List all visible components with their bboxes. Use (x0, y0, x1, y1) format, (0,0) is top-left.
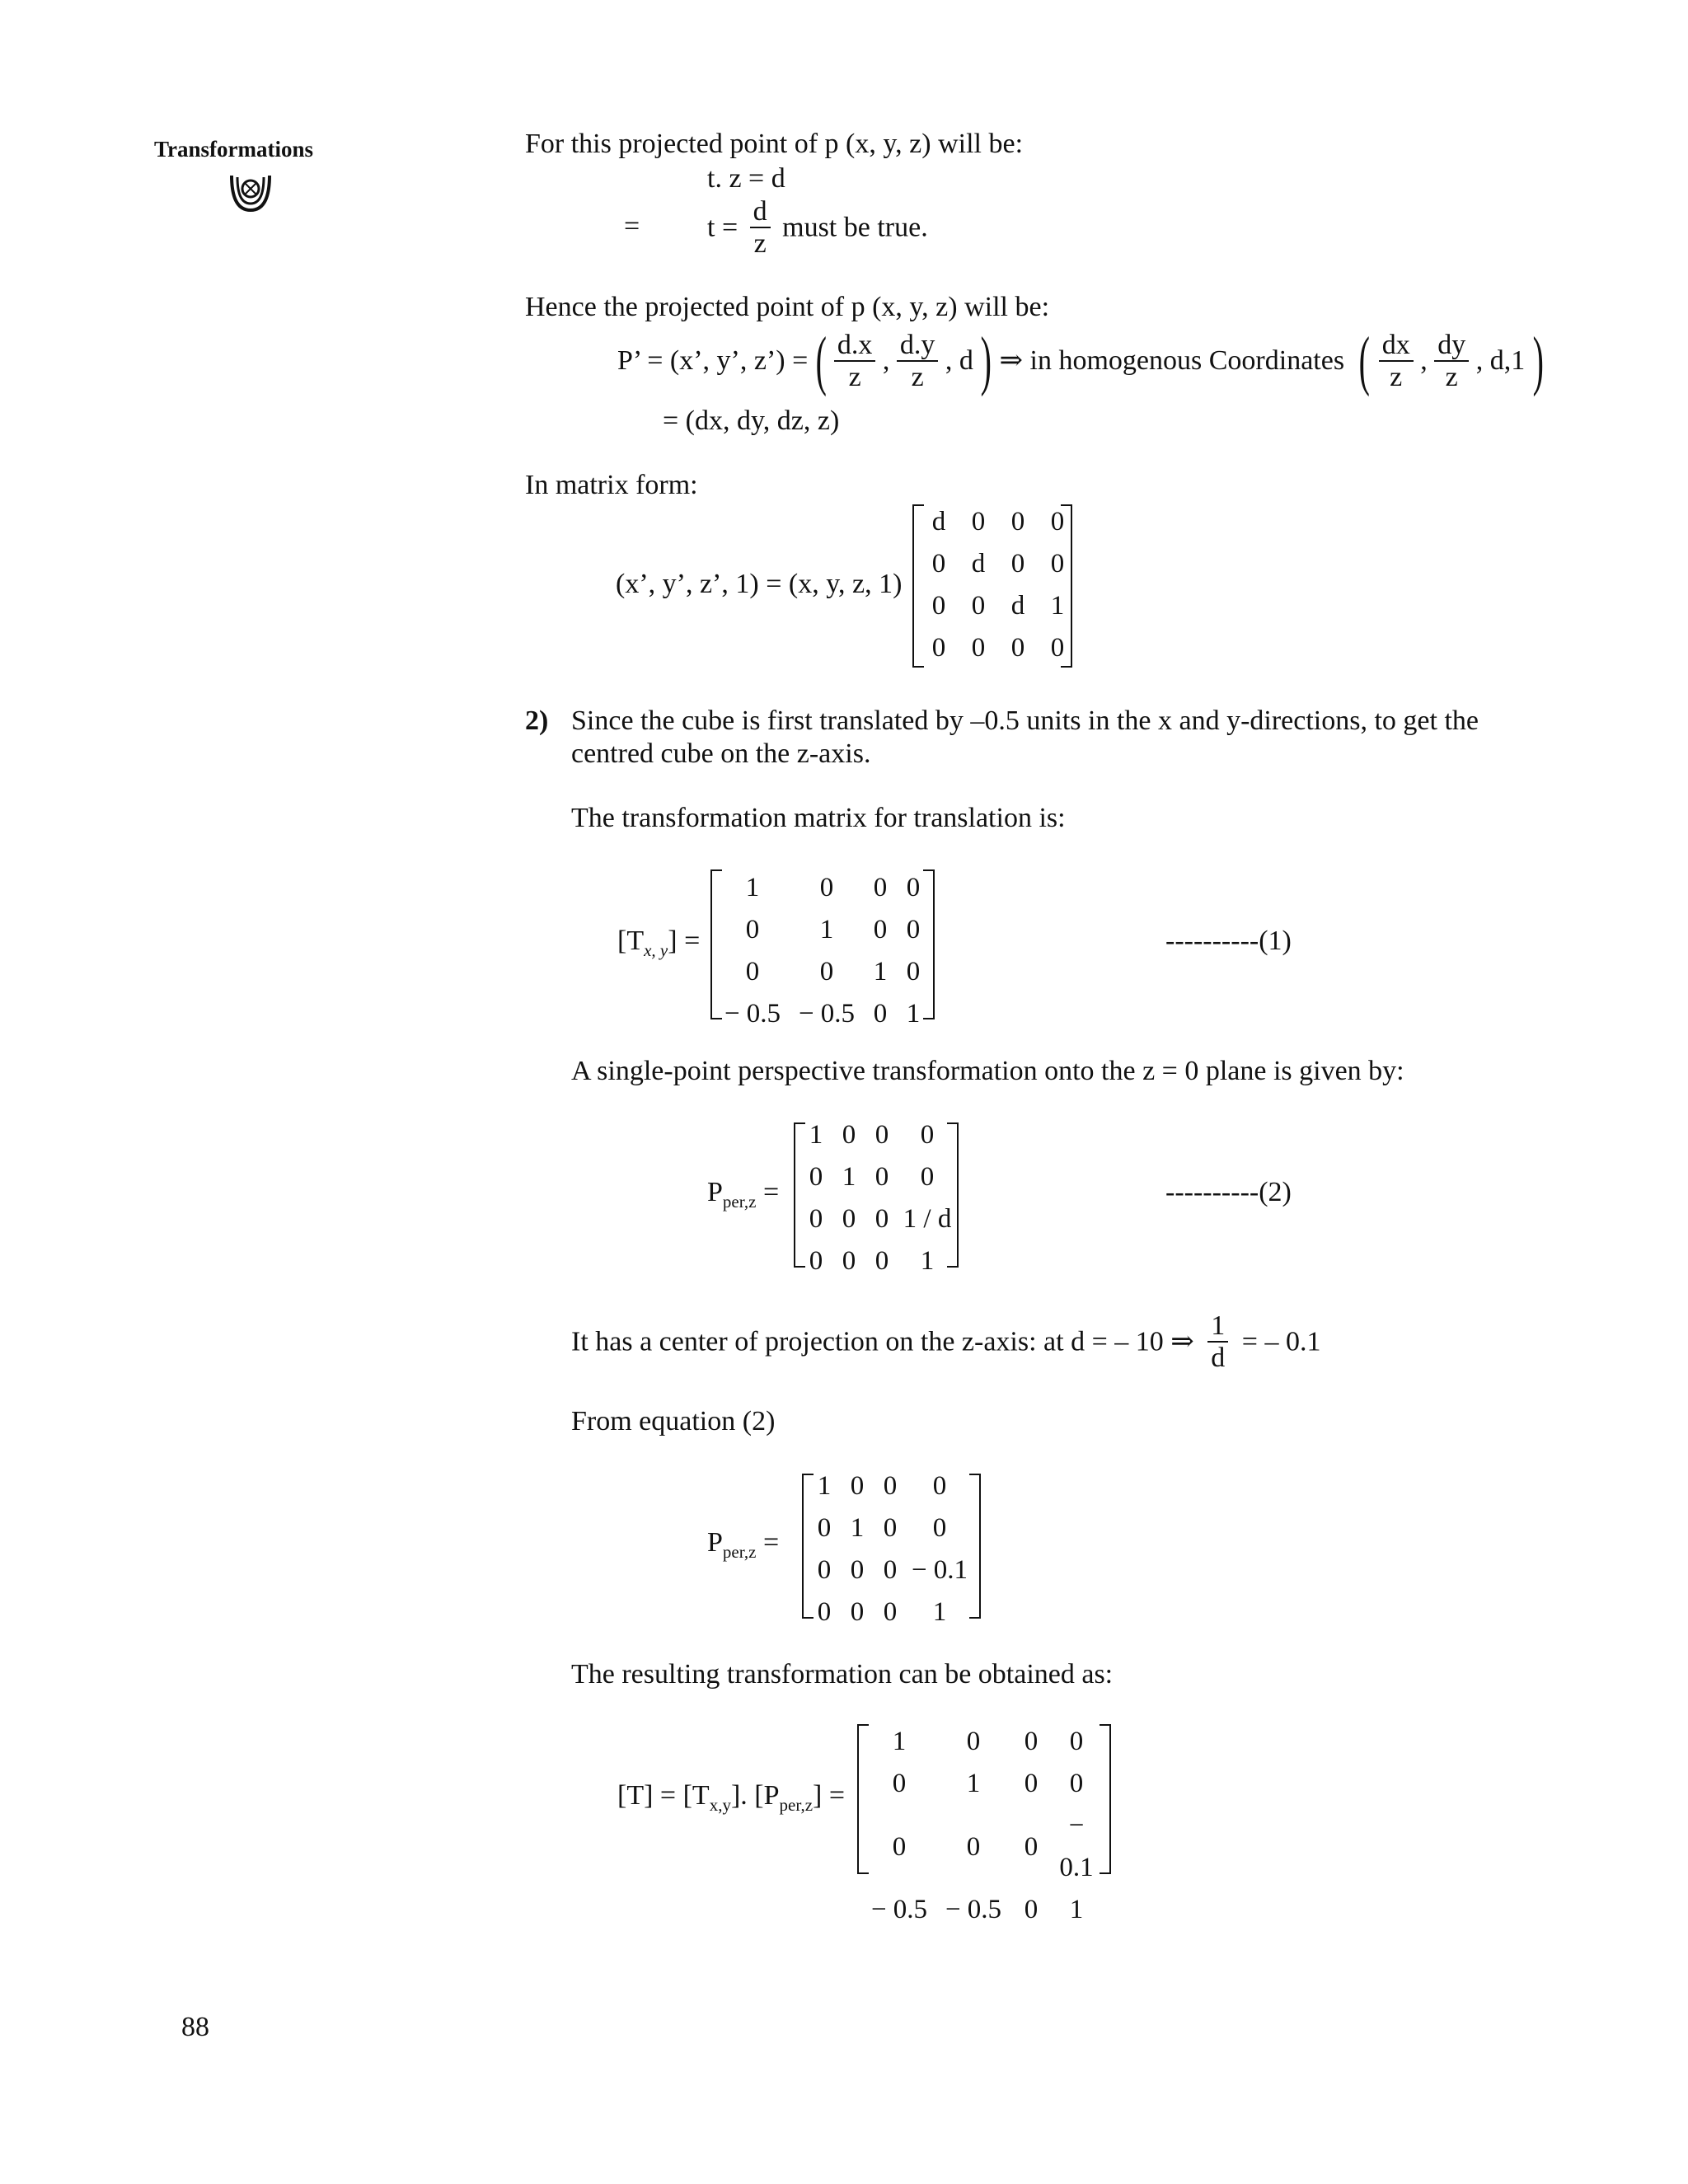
matrix-cell: 0 (1024, 1831, 1039, 1862)
matrix-cell: 0 (1050, 549, 1065, 579)
result-label: $[T] = [T_{x,y}]$. $[P_{per,z}]$ = (617, 1780, 846, 1815)
matrix-cell: 0 (817, 1555, 832, 1585)
result-matrix (862, 1721, 1101, 1931)
projected-point-equation: P’ = (x’, y’, z’) = ( $\frac{d.x}{z}$ , $\frac{d.y}{z}$ , d ) ⇒ in homogenous Coordinates ( $\frac{dx}{z}$ , $\frac{dy}{z}$ , d,1 ) (617, 325, 1544, 397)
matrix-cell: 0 (1069, 1769, 1084, 1798)
matrix-cell: 0 (850, 1597, 865, 1627)
matrix-cell: 1 (1069, 1895, 1084, 1924)
matrix-cell: 1 (1050, 591, 1065, 621)
matrix-cell: 0 (920, 1162, 935, 1192)
matrix-cell: 0 (966, 1831, 981, 1862)
matrix-cell: 0 (883, 1513, 898, 1543)
matrix-row (715, 909, 930, 951)
matrix-cell: 0 (932, 1471, 947, 1501)
matrix-row (799, 1156, 956, 1198)
matrix-cell: 1 / d (903, 1204, 952, 1234)
matrix-row (862, 1805, 1101, 1889)
matrix-cell: − 0.5 (870, 1895, 928, 1924)
matrix-cell: 0 (873, 999, 888, 1029)
matrix-cell: − 0.1 (911, 1555, 968, 1585)
matrix-cell: d (971, 549, 986, 579)
translation-matrix (715, 867, 930, 1035)
homogeneous-result: = (dx, dy, dz, z) (663, 405, 840, 436)
matrix-row (919, 585, 1077, 627)
item-line-1: Since the cube is first translated by –0.5 units in the x and y-directions, to get the (571, 705, 1479, 736)
matrix-cell: 0 (883, 1555, 898, 1585)
matrix-cell: 0 (1010, 507, 1025, 537)
matrix-cell: 1 (932, 1597, 947, 1627)
matrix-cell: 0 (809, 1162, 823, 1192)
equation-t-fraction: t = $\frac{d}{z}$ must be true. (707, 196, 928, 260)
matrix-cell: d (1010, 591, 1025, 621)
matrix-cell: 0 (850, 1471, 865, 1501)
matrix-cell: 1 (842, 1162, 856, 1192)
matrix-cell: 0 (809, 1204, 823, 1234)
matrix-cell: 1 (892, 1727, 907, 1756)
matrix-row (808, 1591, 973, 1633)
matrix-cell: − 0.5 (724, 999, 781, 1029)
matrix-cell: 0 (874, 1204, 889, 1234)
matrix-cell: 0 (850, 1555, 865, 1585)
result-intro: The resulting transformation can be obtained as: (571, 1659, 1114, 1690)
matrix-cell: 0 (809, 1246, 823, 1276)
matrix-cell: 0 (842, 1204, 856, 1234)
matrix-cell: 0 (1069, 1727, 1084, 1756)
matrix-row (808, 1549, 973, 1591)
matrix-cell: 0 (873, 915, 888, 944)
matrix-cell: 1 (873, 957, 888, 987)
matrix-cell: 1 (745, 873, 760, 902)
matrix-cell: 0 (1050, 633, 1065, 663)
matrix-row (808, 1507, 973, 1549)
matrix-row (799, 1198, 956, 1240)
equals-sign: = (624, 211, 640, 241)
perspective-label: $P_{per,z}$ = (707, 1177, 780, 1212)
page-number: 88 (181, 2012, 209, 2042)
matrix-row (715, 993, 930, 1035)
matrix-cell: 0 (842, 1120, 856, 1150)
translation-intro: The transformation matrix for translation is: (571, 803, 1066, 833)
matrix-cell: 0 (931, 549, 946, 579)
matrix-cell: 0 (906, 915, 921, 944)
matrix-cell: 0 (883, 1597, 898, 1627)
center-of-projection-line: It has a center of projection on the z-axis: at d = – 10 ⇒ $\frac{1}{d}$ = – 0.1 (571, 1310, 1321, 1374)
matrix-cell: 0 (920, 1120, 935, 1150)
matrix-row (799, 1114, 956, 1156)
matrix-cell: 0 (819, 873, 834, 902)
matrix-cell: 0 (819, 957, 834, 987)
equation-tag-2: ----------(2) (1165, 1177, 1292, 1207)
matrix-cell: 0 (817, 1597, 832, 1627)
matrix-cell: 0 (1024, 1895, 1039, 1924)
matrix-cell: 0 (966, 1727, 981, 1756)
matrix-form-intro: In matrix form: (525, 470, 698, 500)
university-emblem-icon (227, 169, 274, 221)
matrix-cell: 0 (892, 1831, 907, 1862)
matrix-cell: 1 (817, 1471, 832, 1501)
matrix-cell: 0 (745, 915, 760, 944)
matrix-cell: 0 (971, 591, 986, 621)
matrix-form-lhs: (x’, y’, z’, 1) = (x, y, z, 1) (616, 569, 903, 599)
perspective-matrix-numeric (808, 1465, 973, 1633)
matrix-cell: 0 (932, 1513, 947, 1543)
matrix-cell: 0 (874, 1120, 889, 1150)
matrix-cell: 1 (809, 1120, 823, 1150)
matrix-cell: 0 (971, 633, 986, 663)
matrix-row (919, 543, 1077, 585)
matrix-cell: 0 (931, 591, 946, 621)
matrix-cell: 0 (1050, 507, 1065, 537)
matrix-cell: − 0.5 (945, 1895, 1002, 1924)
intro-line-1: For this projected point of p (x, y, z) will be: (525, 129, 1024, 159)
translation-label: $[T_{x, y}]$ = (617, 926, 701, 960)
matrix-cell: 0 (745, 957, 760, 987)
item-number: 2) (525, 705, 549, 736)
matrix-row (715, 867, 930, 909)
matrix-cell: 0 (1024, 1727, 1039, 1756)
matrix-cell: 1 (819, 915, 834, 944)
matrix-cell: 0 (892, 1769, 907, 1798)
matrix-cell: 0 (874, 1162, 889, 1192)
matrix-cell: 1 (920, 1246, 935, 1276)
matrix-row (799, 1240, 956, 1282)
perspective-intro: A single-point perspective transformation onto the z = 0 plane is given by: (571, 1056, 1404, 1086)
matrix-cell: d (931, 507, 946, 537)
matrix-cell: 0 (883, 1471, 898, 1501)
matrix-cell: 0 (906, 873, 921, 902)
perspective-matrix (799, 1114, 956, 1282)
matrix-cell: 0 (1010, 633, 1025, 663)
r-matrix-right-bracket (1100, 1724, 1111, 1874)
matrix-cell: 0 (1010, 549, 1025, 579)
perspective-label-2: $P_{per,z}$ = (707, 1527, 780, 1562)
matrix-cell: 0 (906, 957, 921, 987)
matrix-row (862, 1889, 1101, 1931)
matrix-row (808, 1465, 973, 1507)
from-equation-text: From equation (2) (571, 1406, 776, 1436)
intro-line-2: Hence the projected point of p (x, y, z) will be: (525, 292, 1050, 322)
matrix-row (919, 501, 1077, 543)
matrix-cell: − 0.5 (798, 999, 856, 1029)
matrix-row (715, 951, 930, 993)
matrix-row (862, 1721, 1101, 1763)
projection-matrix (919, 501, 1077, 669)
matrix-cell: 0 (874, 1246, 889, 1276)
matrix-row (919, 627, 1077, 669)
equation-t-z: t. z = d (707, 163, 785, 194)
section-title: Transformations (154, 137, 313, 162)
matrix-cell: 0 (817, 1513, 832, 1543)
matrix-cell: − 0.1 (1059, 1811, 1094, 1882)
matrix-cell: 1 (850, 1513, 865, 1543)
matrix-cell: 0 (1024, 1769, 1039, 1798)
matrix-cell: 0 (931, 633, 946, 663)
matrix-row (862, 1763, 1101, 1805)
matrix-cell: 0 (842, 1246, 856, 1276)
matrix-cell: 0 (873, 873, 888, 902)
matrix-cell: 1 (906, 999, 921, 1029)
matrix-cell: 1 (966, 1769, 981, 1798)
matrix-cell: 0 (971, 507, 986, 537)
equation-tag-1: ----------(1) (1165, 926, 1292, 956)
item-line-2: centred cube on the z-axis. (571, 738, 871, 769)
